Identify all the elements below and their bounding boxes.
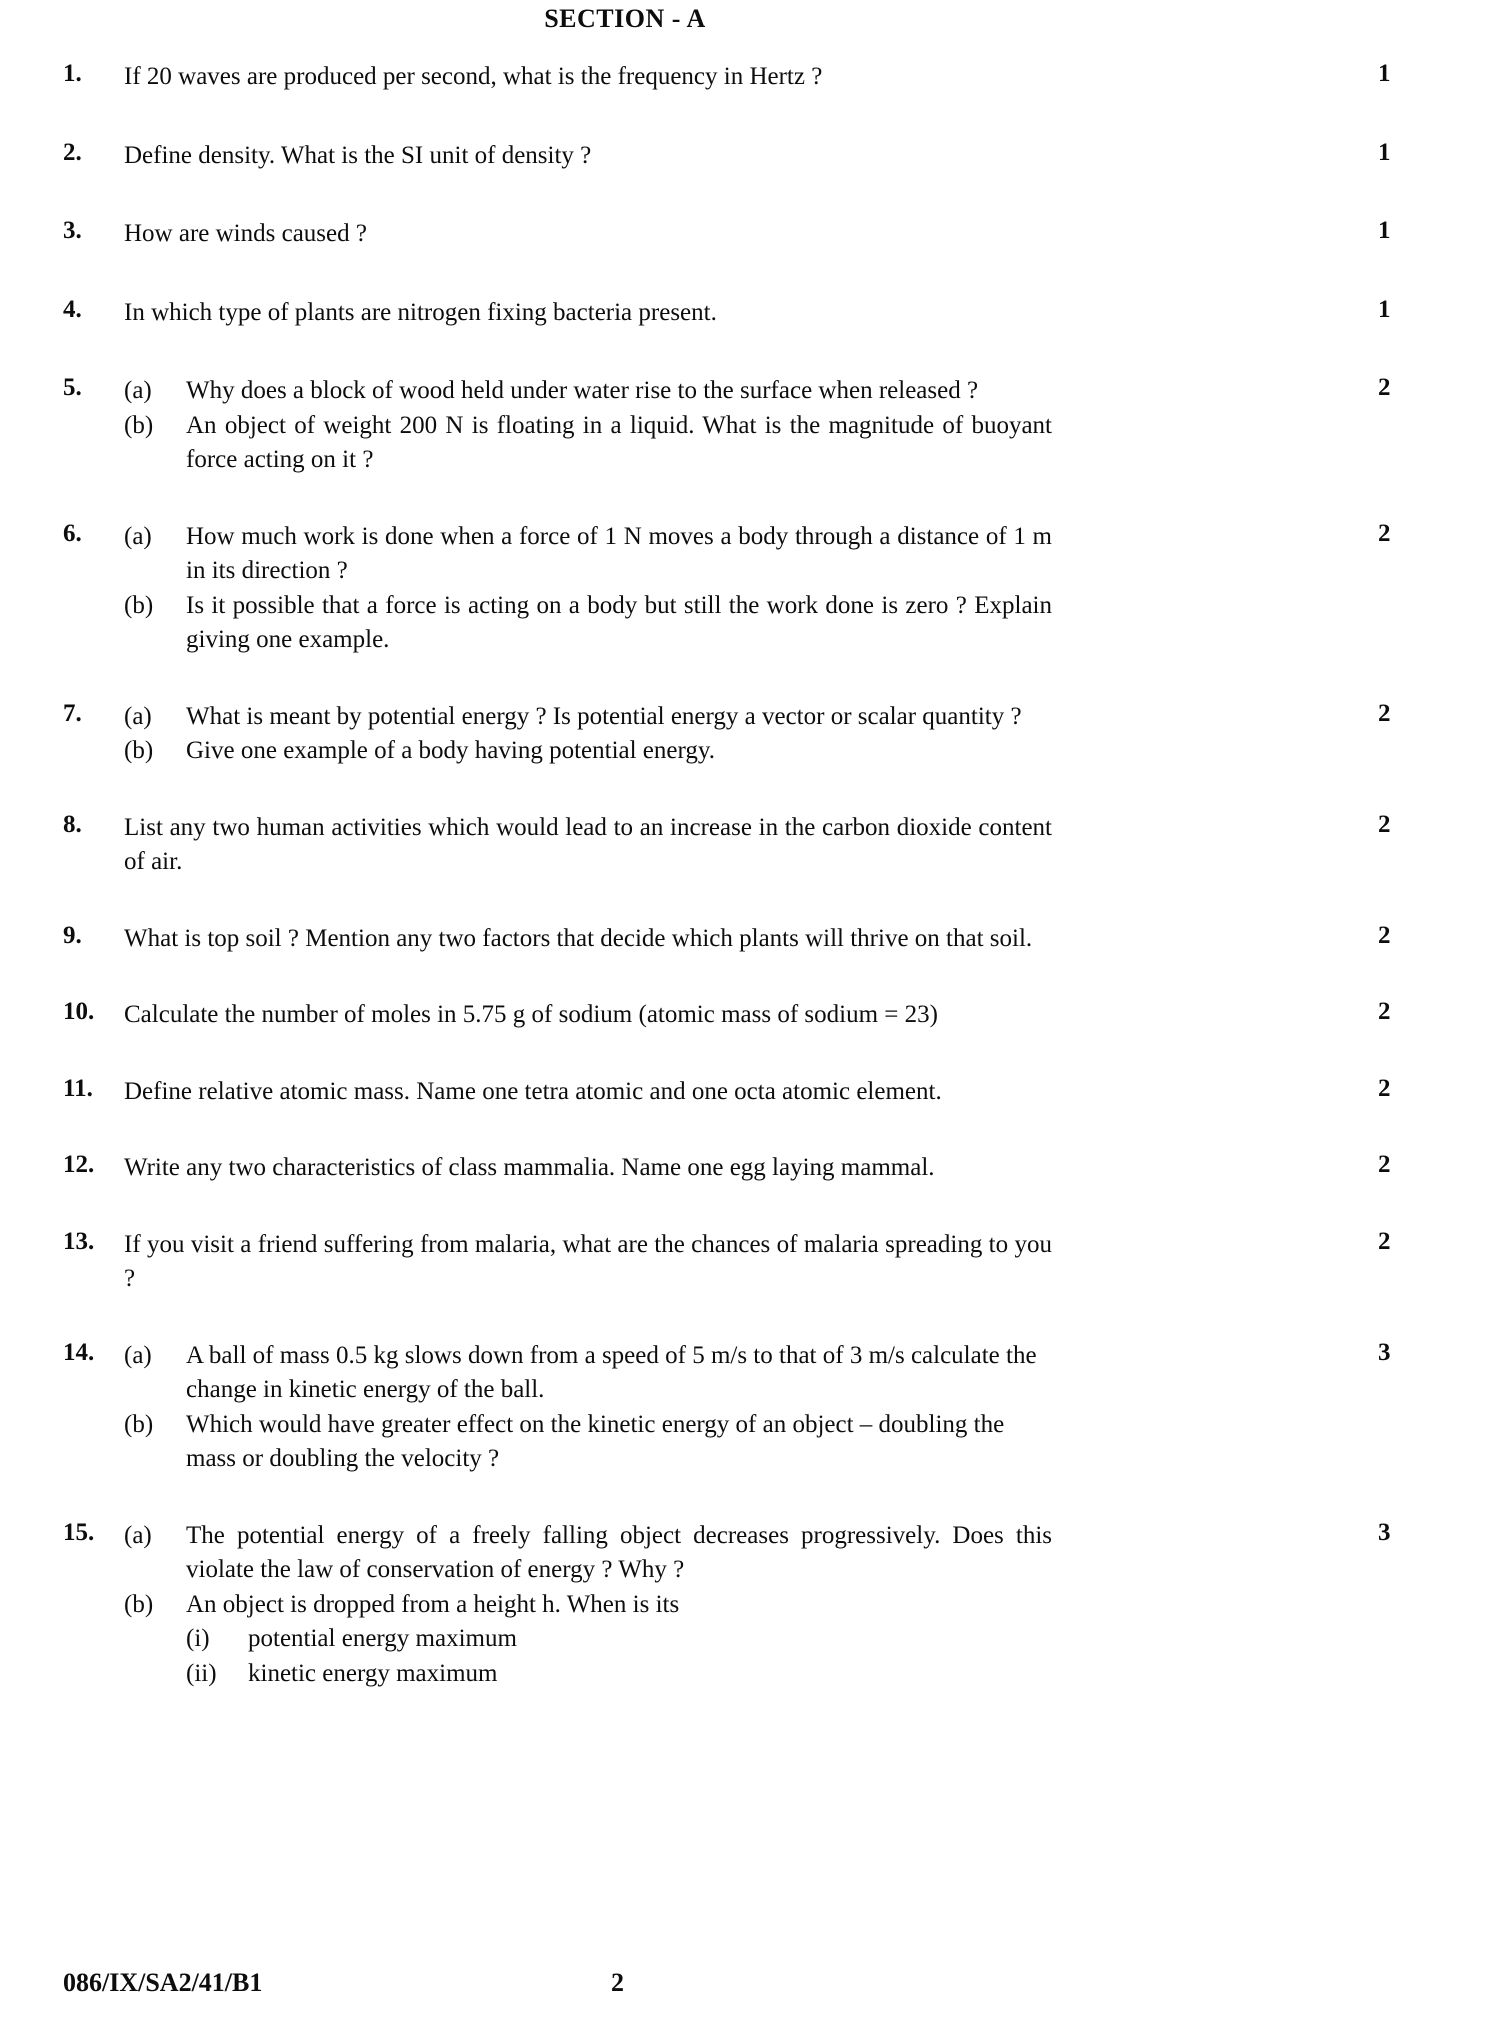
- question-item: [0, 700, 1504, 769]
- question-number: 12.: [63, 1151, 95, 1178]
- question-item: [0, 922, 1504, 957]
- question-number: 4.: [63, 295, 82, 323]
- question-marks: 2: [1378, 1227, 1391, 1255]
- question-subpart: [124, 374, 1052, 409]
- question-marks: 2: [1378, 921, 1391, 949]
- subsubpart-text: kinetic energy maximum: [248, 1659, 498, 1687]
- subpart-label: (b): [124, 737, 154, 764]
- question-subpart: [124, 409, 1052, 478]
- question-text: Define relative atomic mass. Name one tetra atomic and one octa atomic element.: [124, 1077, 942, 1105]
- question-text: How are winds caused ?: [124, 220, 367, 247]
- question-text: In which type of plants are nitrogen fixing bacteria present.: [124, 298, 717, 326]
- question-item: [0, 296, 1504, 331]
- question-text: Calculate the number of moles in 5.75 g of sodium (atomic mass of sodium = 23): [124, 1001, 938, 1028]
- question-number: 9.: [63, 921, 82, 949]
- question-item: [0, 60, 1504, 95]
- question-subpart: [124, 589, 1052, 658]
- question-subsubpart: [186, 1657, 1052, 1692]
- question-item: [0, 1519, 1504, 1692]
- question-text: If 20 waves are produced per second, what is the frequency in Hertz ?: [124, 63, 823, 90]
- subpart-label: (b): [124, 1590, 154, 1618]
- subsubpart-label: (i): [186, 1625, 210, 1652]
- subpart-text: Is it possible that a force is acting on a body but still the work done is zero ? Explain giving one example.: [186, 591, 1052, 653]
- question-subpart: [124, 1588, 1052, 1692]
- question-marks: 1: [1378, 138, 1391, 166]
- question-item: [0, 1151, 1504, 1186]
- subpart-text: A ball of mass 0.5 kg slows down from a speed of 5 m/s to that of 3 m/s calculate the change in kinetic energy of the ball.: [186, 1341, 1037, 1403]
- question-text: Write any two characteristics of class mammalia. Name one egg laying mammal.: [124, 1154, 935, 1181]
- question-marks: 2: [1378, 519, 1391, 547]
- question-number: 14.: [63, 1338, 95, 1366]
- question-item: [0, 998, 1504, 1033]
- question-number: 8.: [63, 810, 82, 838]
- subsubpart-label: (ii): [186, 1659, 217, 1687]
- question-subpart: [124, 1519, 1052, 1588]
- question-number: 11.: [63, 1074, 93, 1102]
- question-marks: 1: [1378, 217, 1391, 244]
- question-text: List any two human activities which would lead to an increase in the carbon dioxide content of air.: [124, 813, 1052, 875]
- question-item: [0, 1339, 1504, 1477]
- question-item: [0, 374, 1504, 478]
- question-number: 3.: [63, 217, 82, 244]
- subpart-label: (a): [124, 1521, 152, 1549]
- question-number: 13.: [63, 1227, 95, 1255]
- question-marks: 2: [1378, 998, 1391, 1025]
- paper-code: 086/IX/SA2/41/B1: [63, 1968, 263, 1997]
- question-number: 10.: [63, 998, 95, 1025]
- question-number: 7.: [63, 699, 82, 727]
- question-item: [0, 811, 1504, 880]
- question-item: [0, 1075, 1504, 1110]
- subpart-text: What is meant by potential energy ? Is potential energy a vector or scalar quantity ?: [186, 702, 1022, 730]
- section-heading: SECTION - A: [544, 4, 706, 33]
- page-footer: [0, 1968, 1504, 2008]
- question-marks: 2: [1378, 699, 1391, 727]
- subpart-text: The potential energy of a freely falling object decreases progressively. Does this violate the law of conservation of energy ? Why ?: [186, 1521, 1052, 1583]
- subpart-label: (a): [124, 702, 152, 730]
- subpart-label: (a): [124, 377, 152, 404]
- subpart-label: (b): [124, 591, 154, 619]
- subsubpart-text: potential energy maximum: [248, 1625, 517, 1652]
- subpart-text: Give one example of a body having potential energy.: [186, 737, 716, 764]
- question-item: [0, 139, 1504, 174]
- question-number: 5.: [63, 374, 82, 401]
- question-subpart: [124, 1339, 1052, 1408]
- question-number: 2.: [63, 138, 82, 166]
- question-item: [0, 217, 1504, 252]
- question-subpart: [124, 734, 1052, 769]
- question-number: 6.: [63, 519, 82, 547]
- subpart-label: (a): [124, 522, 152, 550]
- subpart-label: (a): [124, 1341, 152, 1369]
- subpart-label: (b): [124, 411, 154, 439]
- question-text: Define density. What is the SI unit of density ?: [124, 141, 592, 169]
- question-number: 1.: [63, 60, 82, 87]
- subpart-text: How much work is done when a force of 1 N moves a body through a distance of 1 m in its direction ?: [186, 522, 1052, 584]
- question-number: 15.: [63, 1518, 95, 1546]
- question-item: [0, 520, 1504, 658]
- subpart-text: An object is dropped from a height h. When is its: [186, 1590, 680, 1618]
- question-marks: 1: [1378, 295, 1391, 323]
- question-list: [0, 60, 1504, 1721]
- question-marks: 3: [1378, 1338, 1391, 1366]
- subpart-text: An object of weight 200 N is floating in a liquid. What is the magnitude of buoyant force acting on it ?: [186, 411, 1052, 473]
- question-text: What is top soil ? Mention any two factors that decide which plants will thrive on that soil.: [124, 924, 1033, 952]
- question-item: [0, 1228, 1504, 1297]
- question-marks: 2: [1378, 810, 1391, 838]
- question-marks: 1: [1378, 60, 1391, 87]
- question-subpart: [124, 1408, 1052, 1477]
- page-number: 2: [611, 1968, 624, 1997]
- question-subpart: [124, 700, 1052, 735]
- subpart-text: Which would have greater effect on the kinetic energy of an object – doubling the mass or doubling the velocity ?: [186, 1410, 1005, 1472]
- question-marks: 2: [1378, 374, 1391, 401]
- question-marks: 2: [1378, 1074, 1391, 1102]
- subpart-text: Why does a block of wood held under water rise to the surface when released ?: [186, 377, 979, 404]
- question-marks: 2: [1378, 1151, 1391, 1178]
- question-subpart: [124, 520, 1052, 589]
- question-marks: 3: [1378, 1518, 1391, 1546]
- question-subsubpart: [186, 1622, 1052, 1657]
- question-text: If you visit a friend suffering from malaria, what are the chances of malaria spreading to you ?: [124, 1230, 1052, 1292]
- subpart-label: (b): [124, 1410, 154, 1438]
